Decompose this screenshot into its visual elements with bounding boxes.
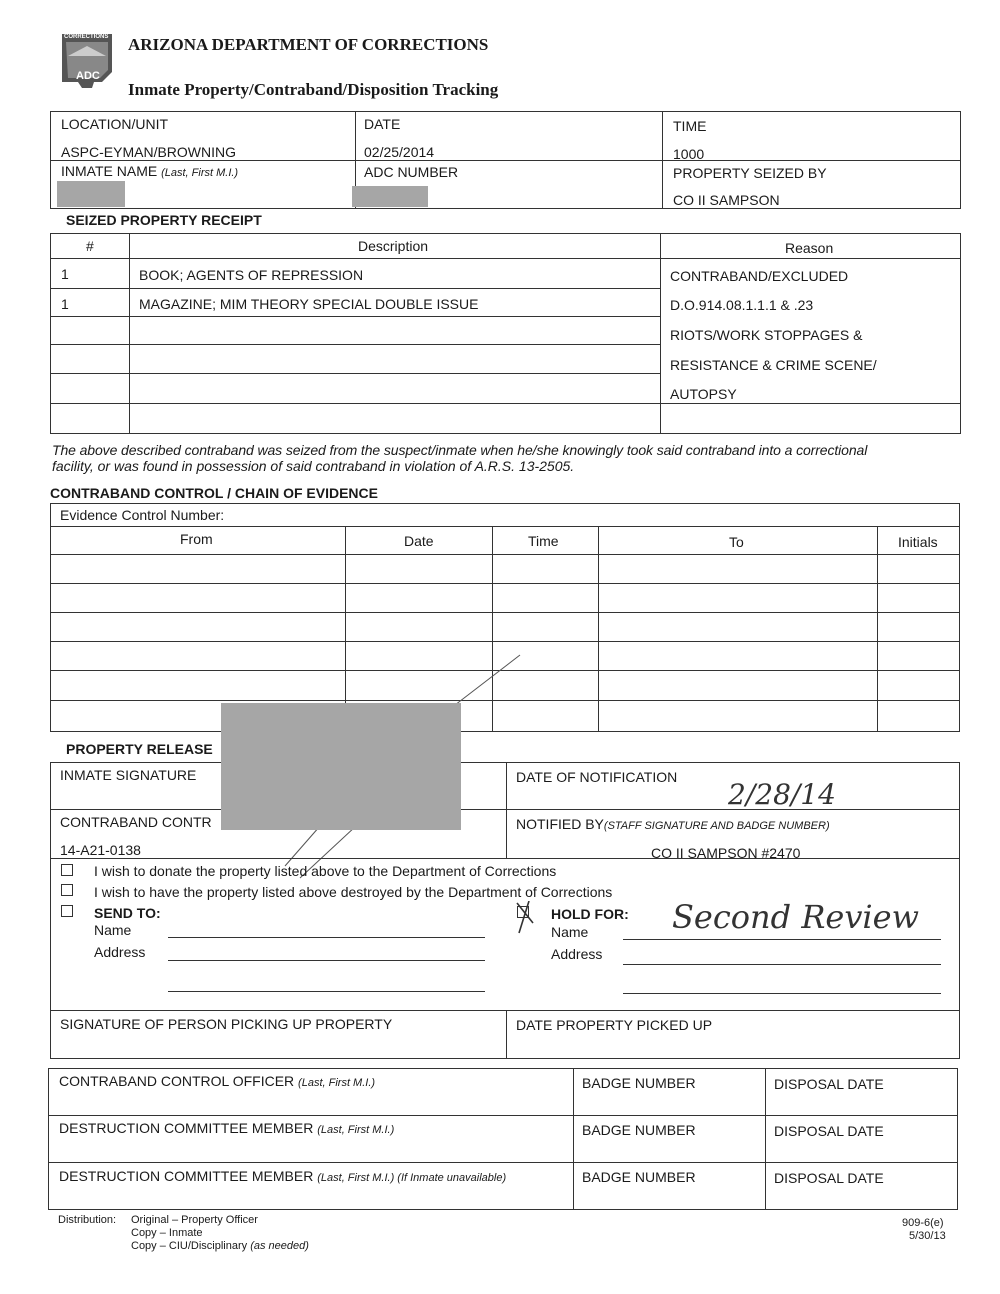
time-value: 1000 (673, 146, 705, 162)
location-value: ASPC-EYMAN/BROWNING (61, 144, 237, 160)
disposal-row-badge: BADGE NUMBER (582, 1075, 696, 1091)
hold-for-address-line-2 (623, 993, 941, 994)
date-of-notification-value: 2/28/14 (728, 778, 836, 811)
date-label: DATE (364, 116, 401, 132)
receipt-col-description: Description (358, 238, 429, 254)
donate-option-label: I wish to donate the property listed above to the Department of Corrections (94, 863, 557, 879)
inmate-signature-label: INMATE SIGNATURE (60, 767, 197, 783)
form-revision-date: 5/30/13 (909, 1230, 946, 1242)
hold-for-name-line (623, 939, 941, 940)
receipt-col-num: # (86, 238, 94, 254)
receipt-row-desc: BOOK; AGENTS OF REPRESSION (139, 267, 364, 283)
hold-for-name-label: Name (551, 924, 589, 940)
receipt-row-reason: RIOTS/WORK STOPPAGES & (670, 327, 863, 343)
contraband-statement-line-1: The above described contraband was seized from the suspect/inmate when he/she knowingly took said contraband into a correctional (52, 442, 868, 458)
form-number: 909-6(e) (902, 1217, 944, 1229)
disposal-row-date: DISPOSAL DATE (774, 1076, 884, 1092)
send-to-address-line-2 (168, 991, 485, 992)
notified-by-value: CO II SAMPSON #2470 (651, 845, 801, 861)
seized-by-value: CO II SAMPSON (673, 192, 780, 208)
inmate-name-label: INMATE NAME (Last, First M.I.) (61, 163, 239, 179)
logo-top-text: CORRECTIONS (64, 34, 109, 40)
disposal-row-date: DISPOSAL DATE (774, 1123, 884, 1139)
receipt-row-num: 1 (61, 296, 69, 312)
chain-col-initials: Initials (898, 534, 938, 550)
send-to-label: SEND TO: (94, 905, 161, 921)
send-to-checkbox[interactable] (61, 905, 73, 917)
send-to-address-label: Address (94, 944, 146, 960)
distribution-original: Original – Property Officer (131, 1214, 258, 1226)
location-label: LOCATION/UNIT (61, 116, 169, 132)
receipt-row-reason: AUTOPSY (670, 386, 737, 402)
chain-col-date: Date (404, 533, 434, 549)
chain-col-from: From (180, 531, 213, 547)
send-to-name-line (168, 937, 485, 938)
disposal-row-date: DISPOSAL DATE (774, 1170, 884, 1186)
contraband-control-label: CONTRABAND CONTR (60, 814, 212, 830)
time-label: TIME (673, 118, 707, 134)
agency-title: ARIZONA DEPARTMENT OF CORRECTIONS (128, 35, 489, 54)
disposal-row-badge: BADGE NUMBER (582, 1122, 696, 1138)
disposal-row-badge: BADGE NUMBER (582, 1169, 696, 1185)
logo-bottom-text: ADC (76, 70, 100, 82)
send-to-name-label: Name (94, 922, 132, 938)
hold-for-checkbox[interactable] (517, 906, 529, 918)
distribution-copy-inmate: Copy – Inmate (131, 1227, 203, 1239)
chain-of-evidence-title: CONTRABAND CONTROL / CHAIN OF EVIDENCE (50, 485, 378, 501)
destroy-option-label: I wish to have the property listed above destroyed by the Department of Corrections (94, 884, 613, 900)
date-of-notification-label: DATE OF NOTIFICATION (516, 769, 678, 785)
check-mark-icon (515, 901, 535, 935)
redacted-inmate-signature (221, 703, 461, 830)
donate-checkbox[interactable] (61, 864, 73, 876)
form-title: Inmate Property/Contraband/Disposition Tracking (128, 80, 499, 99)
disposal-row-label: DESTRUCTION COMMITTEE MEMBER (Last, First M.I.) (59, 1120, 395, 1136)
seized-property-receipt-title: SEIZED PROPERTY RECEIPT (66, 212, 262, 228)
chain-col-to: To (729, 534, 744, 550)
contraband-statement-line-2: facility, or was found in possession of said contraband in violation of A.R.S. 13-2505. (52, 458, 575, 474)
destroy-checkbox[interactable] (61, 884, 73, 896)
date-value: 02/25/2014 (364, 144, 435, 160)
receipt-row-reason: RESISTANCE & CRIME SCENE/ (670, 357, 877, 373)
receipt-col-reason: Reason (785, 240, 834, 256)
distribution-label: Distribution: (58, 1214, 117, 1226)
hold-for-address-line (623, 964, 941, 965)
receipt-row-desc: MAGAZINE; MIM THEORY SPECIAL DOUBLE ISSUE (139, 296, 479, 312)
evidence-control-number-label: Evidence Control Number: (60, 507, 225, 523)
chain-col-time: Time (528, 533, 559, 549)
notified-by-label: NOTIFIED BY(STAFF SIGNATURE AND BADGE NUMBER) (516, 816, 830, 832)
receipt-row-reason: CONTRABAND/EXCLUDED (670, 268, 849, 284)
hold-for-address-label: Address (551, 946, 603, 962)
disposal-row-label: DESTRUCTION COMMITTEE MEMBER (Last, First M.I.) (If Inmate unavailable) (59, 1168, 507, 1184)
hold-for-label: HOLD FOR: (551, 906, 629, 922)
adc-number-label: ADC NUMBER (364, 164, 459, 180)
hold-for-name-value: Second Review (672, 898, 919, 936)
seized-by-label: PROPERTY SEIZED BY (673, 165, 827, 181)
contraband-control-value: 14-A21-0138 (60, 842, 141, 858)
property-release-title: PROPERTY RELEASE (66, 741, 213, 757)
pickup-signature-label: SIGNATURE OF PERSON PICKING UP PROPERTY (60, 1016, 393, 1032)
pickup-date-label: DATE PROPERTY PICKED UP (516, 1017, 713, 1033)
receipt-row-reason: D.O.914.08.1.1.1 & .23 (670, 297, 814, 313)
send-to-address-line (168, 960, 485, 961)
receipt-row-num: 1 (61, 266, 69, 282)
distribution-copy-ciu: Copy – CIU/Disciplinary (as needed) (131, 1240, 309, 1252)
disposal-row-label: CONTRABAND CONTROL OFFICER (Last, First M.I.) (59, 1073, 376, 1089)
